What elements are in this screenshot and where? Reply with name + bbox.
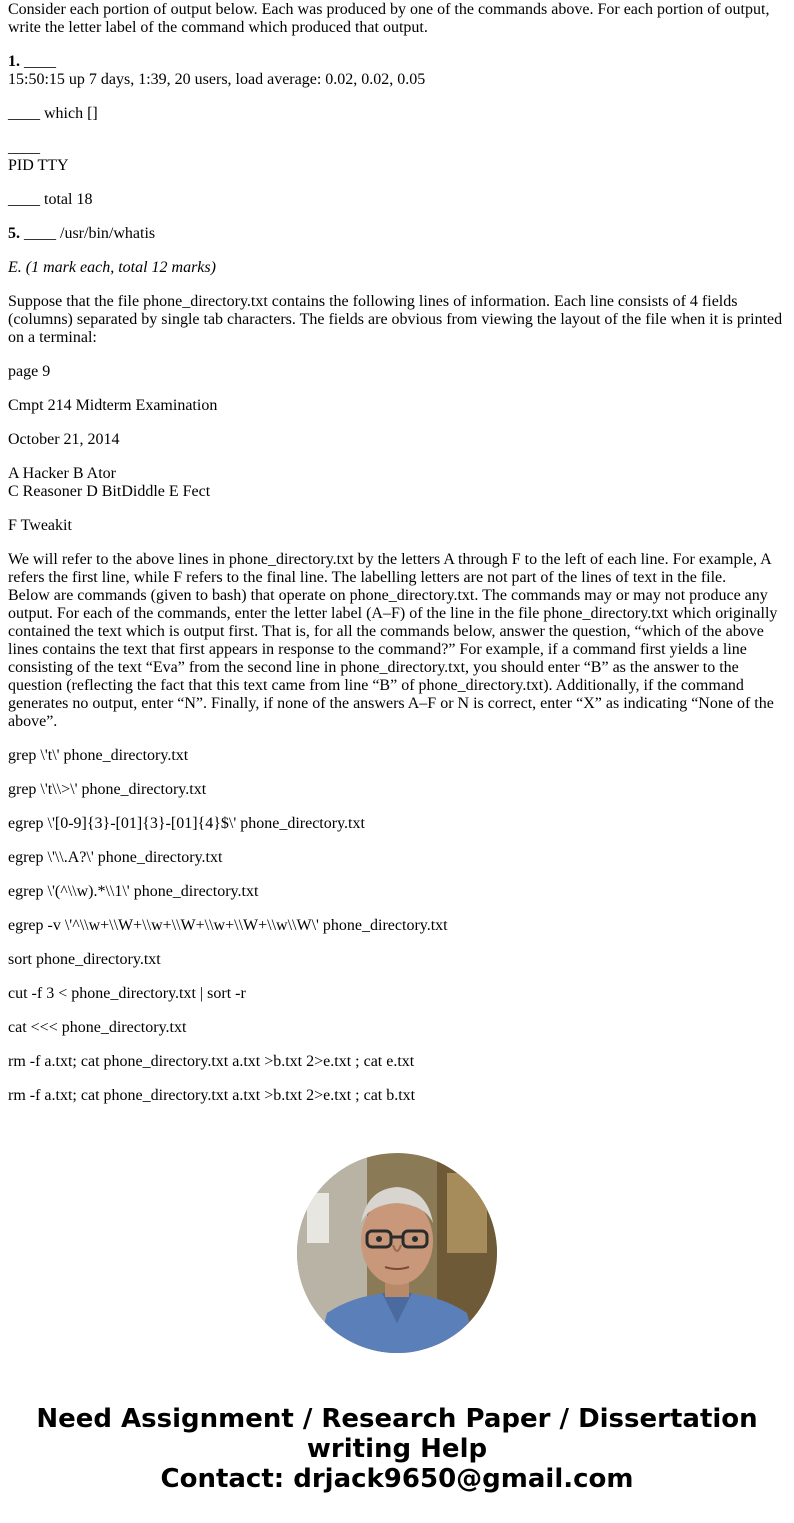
section-e-heading: E. (1 mark each, total 12 marks) xyxy=(8,259,216,276)
exam-date: October 21, 2014 xyxy=(8,431,120,448)
command-item: rm -f a.txt; cat phone_directory.txt a.txt >b.txt 2>e.txt ; cat e.txt xyxy=(8,1053,415,1070)
promo-banner xyxy=(0,1404,794,1494)
output-2: ____ which [] xyxy=(8,105,98,122)
output-3-text: PID TTY xyxy=(8,157,69,174)
command-item: cat <<< phone_directory.txt xyxy=(8,1019,187,1036)
section-e-description: Suppose that the file phone_directory.txt contains the following lines of information. Each line consists of 4 fields (columns) separated by single tab characters. The fields are obvious from viewing the layout of the file when it is printed on a terminal: xyxy=(8,293,783,346)
output-3 xyxy=(8,139,786,175)
output-5 xyxy=(8,225,786,243)
command-list xyxy=(8,747,786,1105)
file-line: A Hacker B Ator xyxy=(8,465,116,482)
document-body xyxy=(8,1,786,1121)
explanation xyxy=(8,551,786,731)
command-item: grep \'t\' phone_directory.txt xyxy=(8,747,189,764)
file-lines xyxy=(8,465,786,501)
author-avatar xyxy=(297,1153,497,1353)
promo-line-2: writing Help xyxy=(306,1434,488,1464)
command-item: cut -f 3 < phone_directory.txt | sort -r xyxy=(8,985,246,1002)
command-item: sort phone_directory.txt xyxy=(8,951,161,968)
output-4: ____ total 18 xyxy=(8,191,93,208)
file-line-last: F Tweakit xyxy=(8,517,72,534)
question-number-1: 1. xyxy=(8,53,20,70)
course-title: Cmpt 214 Midterm Examination xyxy=(8,397,218,414)
promo-line-1: Need Assignment / Research Paper / Dissertation xyxy=(36,1404,758,1434)
file-line: C Reasoner D BitDiddle E Fect xyxy=(8,483,211,500)
page-number: page 9 xyxy=(8,363,51,380)
output-5-text: ____ /usr/bin/whatis xyxy=(24,225,156,242)
explanation-para-1: We will refer to the above lines in phone_directory.txt by the letters A through F to the left of each line. For example, A refers the first line, while F refers to the final line. The labelling letters are not part of the lines of text in the file. xyxy=(8,551,771,586)
command-item: egrep \'\\.A?\' phone_directory.txt xyxy=(8,849,223,866)
command-item: egrep \'[0-9]{3}-[01]{3}-[01]{4}$\' phone_directory.txt xyxy=(8,815,365,832)
intro-paragraph: Consider each portion of output below. Each was produced by one of the commands above. For each portion of output, write the letter label of the command which produced that output. xyxy=(8,1,770,36)
answer-blank-3: ____ xyxy=(8,139,40,156)
answer-blank-1: ____ xyxy=(24,53,56,70)
command-item: grep \'t\\>\' phone_directory.txt xyxy=(8,781,207,798)
avatar-portrait xyxy=(297,1153,497,1353)
command-item: egrep \'(^\\w).*\\1\' phone_directory.txt xyxy=(8,883,259,900)
output-1 xyxy=(8,53,786,89)
promo-contact: Contact: drjack9650@gmail.com xyxy=(160,1464,634,1494)
explanation-para-2: Below are commands (given to bash) that operate on phone_directory.txt. The commands may or may not produce any output. For each of the commands, enter the letter label (A–F) of the line in the file phone_directory.txt which originally contained the text which is output first. That is, for all the commands below, answer the question, “which of the above lines contains the text that first appears in response to the command?” For example, if a command first yields a line consisting of the text “Eva” from the second line in phone_directory.txt, you should enter “B” as the answer to the question (reflecting the fact that this text came from line “B” of phone_directory.txt). Additionally, if the command generates no output, enter “N”. Finally, if none of the answers A–F or N is correct, enter “X” as indicating “None of the above”. xyxy=(8,587,778,730)
question-number-5: 5. xyxy=(8,225,20,242)
command-item: egrep -v \'^\\w+\\W+\\w+\\W+\\w+\\W+\\w\\W\' phone_directory.txt xyxy=(8,917,448,934)
output-1-text: 15:50:15 up 7 days, 1:39, 20 users, load average: 0.02, 0.02, 0.05 xyxy=(8,71,426,88)
command-item: rm -f a.txt; cat phone_directory.txt a.txt >b.txt 2>e.txt ; cat b.txt xyxy=(8,1087,416,1104)
